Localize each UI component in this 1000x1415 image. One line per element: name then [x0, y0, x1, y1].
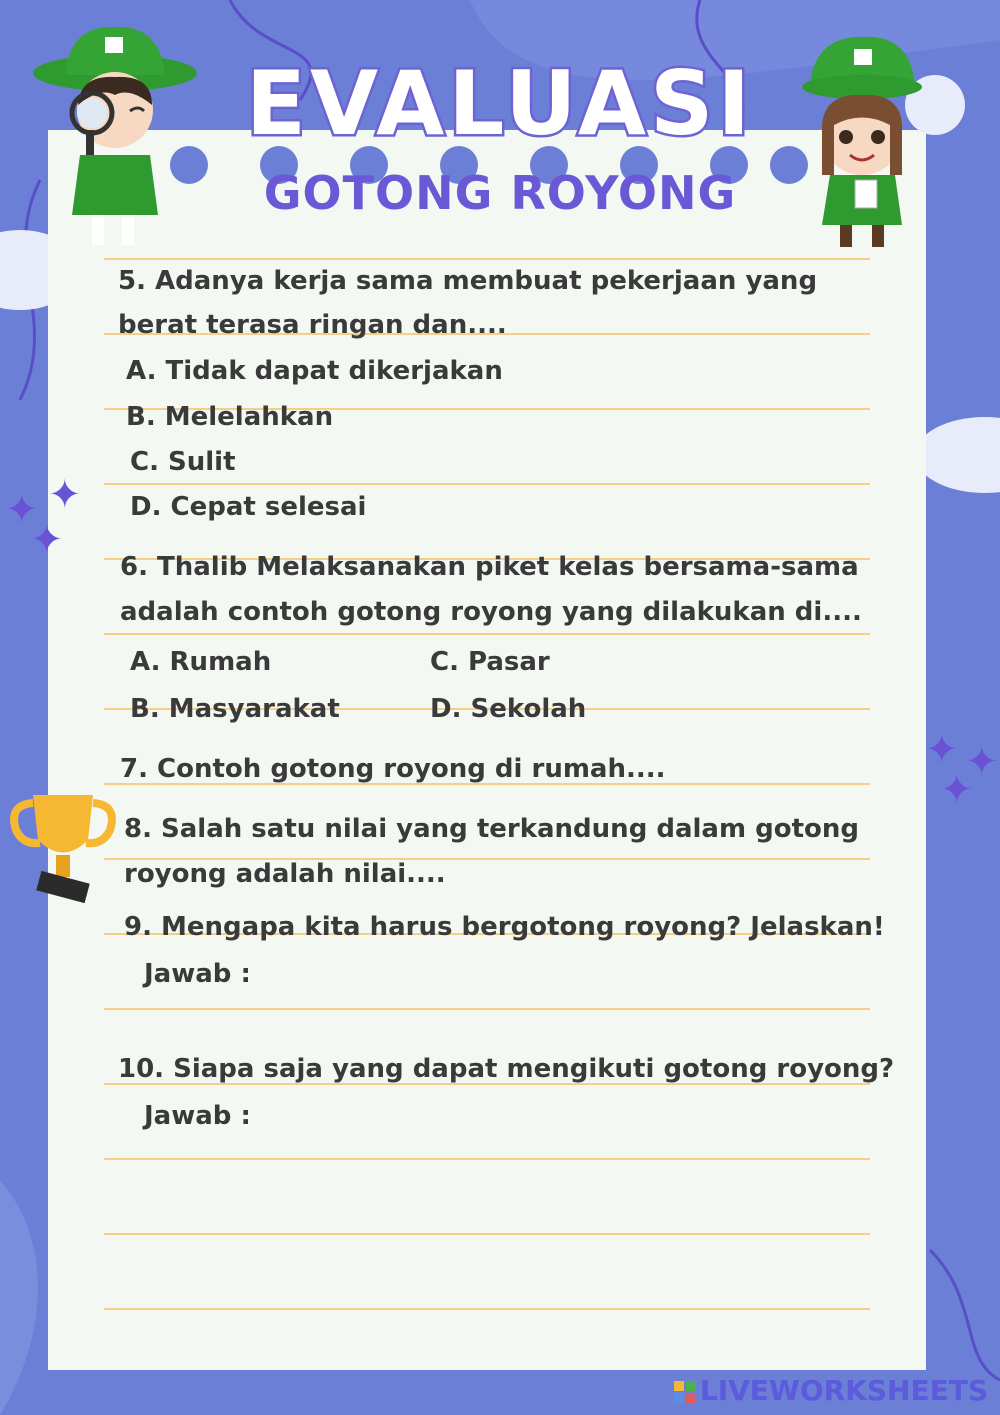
question-5-option-d[interactable]: D. Cepat selesai [130, 492, 367, 522]
question-5-option-c[interactable]: C. Sulit [130, 447, 236, 477]
page-subtitle: GOTONG ROYONG [263, 166, 737, 220]
question-9-answer-label: Jawab : [144, 959, 251, 989]
question-6-option-d[interactable]: D. Sekolah [430, 694, 587, 724]
liveworksheets-logo-text: LIVEWORKSHEETS [699, 1374, 988, 1407]
trophy-icon [8, 785, 118, 915]
rule-line [104, 633, 870, 635]
rule-line [104, 1008, 870, 1010]
sparkle-icon: ✦ [940, 767, 974, 813]
question-6-option-c[interactable]: C. Pasar [430, 647, 550, 677]
question-8-line-2: royong adalah nilai.... [124, 859, 446, 889]
rule-line [104, 1308, 870, 1310]
question-7: 7. Contoh gotong royong di rumah.... [120, 754, 666, 784]
question-5-line-2: berat terasa ringan dan.... [118, 310, 507, 340]
question-5-option-b[interactable]: B. Melelahkan [126, 402, 334, 432]
sparkle-icon: ✦ [30, 517, 64, 563]
rule-line [104, 1233, 870, 1235]
question-6-option-a[interactable]: A. Rumah [130, 647, 272, 677]
question-5-line-1: 5. Adanya kerja sama membuat pekerjaan yang [118, 266, 818, 296]
question-9: 9. Mengapa kita harus bergotong royong? Jelaskan! [124, 912, 885, 942]
question-10-answer-label: Jawab : [144, 1101, 251, 1131]
sparkle-icon: ✦ [965, 739, 999, 785]
page-title: EVALUASI [245, 52, 755, 155]
question-6-line-1: 6. Thalib Melaksanakan piket kelas bersama-sama [120, 552, 859, 582]
question-6-line-2: adalah contoh gotong royong yang dilakukan di.... [120, 597, 862, 627]
question-8-line-1: 8. Salah satu nilai yang terkandung dalam gotong [124, 814, 859, 844]
sparkle-icon: ✦ [48, 472, 82, 518]
rule-line [104, 258, 870, 260]
sparkle-icon: ✦ [5, 487, 39, 533]
rule-line [104, 1158, 870, 1160]
rule-line [104, 483, 870, 485]
liveworksheets-logo [674, 1374, 988, 1407]
question-5-option-a[interactable]: A. Tidak dapat dikerjakan [126, 356, 503, 386]
liveworksheets-logo-icon [674, 1381, 696, 1403]
question-6-option-b[interactable]: B. Masyarakat [130, 694, 340, 724]
question-10: 10. Siapa saja yang dapat mengikuti gotong royong? [118, 1054, 895, 1084]
sparkle-icon: ✦ [925, 727, 959, 773]
